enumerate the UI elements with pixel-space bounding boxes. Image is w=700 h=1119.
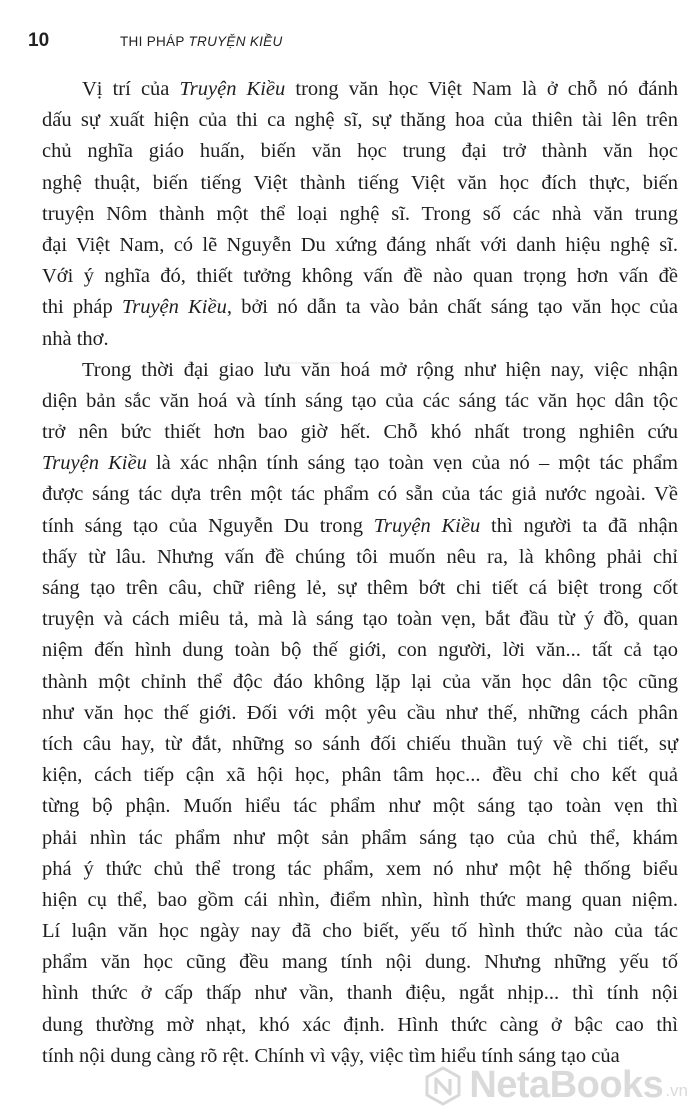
netabooks-n-logo-icon bbox=[423, 1066, 463, 1106]
text-line bbox=[42, 916, 678, 947]
text-run: thi pháp bbox=[42, 296, 122, 319]
text-line bbox=[42, 698, 678, 729]
text-run: kiện, cách tiếp cận xã hội học, phân tâm học... đều chỉ cho kết quả bbox=[42, 764, 678, 787]
text-line bbox=[42, 604, 678, 635]
text-run: như văn học thế giới. Đối với một yêu cầu như thế, những cách phân bbox=[42, 701, 678, 724]
text-run: Lí luận văn học ngày nay đã cho biết, yếu tố hình thức nào của tác bbox=[42, 920, 678, 943]
text-line bbox=[42, 511, 678, 542]
paragraph bbox=[42, 355, 678, 1072]
text-run: thấy từ lâu. Nhưng vấn đề chúng tôi muốn nêu ra, là không phải chỉ bbox=[42, 545, 678, 568]
text-line bbox=[42, 386, 678, 417]
text-run: Với ý nghĩa đó, thiết tưởng không vấn đề nào quan trọng hơn vấn đề bbox=[42, 265, 678, 288]
text-line bbox=[42, 74, 678, 105]
text-line bbox=[42, 292, 678, 323]
text-run: tính nội dung càng rõ rệt. Chính vì vậy, việc tìm hiểu tính sáng tạo của bbox=[42, 1044, 620, 1067]
watermark-text: NetaBooks bbox=[469, 1064, 664, 1106]
text-line bbox=[42, 729, 678, 760]
paragraph bbox=[42, 74, 678, 355]
text-run: phẩm văn học cũng đều mang tính nội dung. Nhưng những yếu tố bbox=[42, 951, 678, 974]
text-line bbox=[42, 823, 678, 854]
text-run: niệm đến hình dung toàn bộ thế giới, con người, lời văn... tất cả tạo bbox=[42, 639, 678, 662]
text-line bbox=[42, 667, 678, 698]
text-line bbox=[42, 261, 678, 292]
body-text bbox=[42, 74, 678, 1072]
text-run: Trong thời đại giao lưu văn hoá mở rộng như hiện nay, việc nhận bbox=[82, 358, 678, 381]
text-line bbox=[42, 760, 678, 791]
text-run: phá ý thức chủ thể trong tác phẩm, xem nó như một hệ thống biểu bbox=[42, 857, 678, 880]
watermark bbox=[423, 1064, 688, 1107]
text-run: hình thức ở cấp thấp như vần, thanh điệu, ngắt nhịp... thì tính nội bbox=[42, 982, 678, 1005]
text-run: dấu sự xuất hiện của thi ca nghệ sĩ, sự thăng hoa của thiên tài lên trên bbox=[42, 109, 678, 132]
text-line bbox=[42, 199, 678, 230]
text-run: hiện cụ thể, bao gồm cái nhìn, điểm nhìn, hình thức mang quan niệm. bbox=[42, 888, 678, 911]
text-line bbox=[42, 573, 678, 604]
watermark-suffix: .vn bbox=[665, 1081, 688, 1100]
text-run: trở nên bức thiết hơn bao giờ hết. Chỗ khó nhất trong nghiên cứu bbox=[42, 421, 678, 444]
text-run: diện bản sắc văn hoá và tính sáng tạo của các sáng tác văn học dân tộc bbox=[42, 389, 678, 412]
text-run: chủ nghĩa giáo huấn, biến văn học trung đại trở thành văn học bbox=[42, 140, 678, 163]
text-run: truyện và cách miêu tả, mà là sáng tạo toàn vẹn, bắt đầu từ ý đồ, quan bbox=[42, 608, 678, 631]
text-run: đại Việt Nam, có lẽ Nguyễn Du xứng đáng nhất với danh hiệu nghệ sĩ. bbox=[42, 233, 678, 256]
text-run: tích câu hay, từ đắt, những so sánh đối chiếu thuần tuý về chi tiết, sự bbox=[42, 732, 678, 755]
text-line bbox=[42, 635, 678, 666]
text-run: , bởi nó dẫn ta vào bản chất sáng tạo văn học của bbox=[226, 296, 678, 319]
running-title-italic: TRUYỆN KIỀU bbox=[188, 34, 283, 49]
text-line bbox=[42, 854, 678, 885]
page-header bbox=[28, 30, 680, 56]
text-run: phải nhìn tác phẩm như một sản phẩm sáng tạo của chủ thể, khám bbox=[42, 826, 678, 849]
text-run: Vị trí của bbox=[82, 78, 180, 100]
running-title bbox=[120, 34, 283, 49]
running-title-prefix: THI PHÁP bbox=[120, 34, 189, 49]
text-line bbox=[42, 105, 678, 136]
text-run: trong văn học Việt Nam là ở chỗ nó đánh bbox=[285, 78, 678, 100]
text-line bbox=[42, 448, 678, 479]
text-run: thì người ta đã nhận bbox=[480, 514, 678, 537]
italic-title-text: Truyện Kiều bbox=[179, 78, 286, 100]
italic-title-text: Truyện Kiều bbox=[373, 514, 481, 537]
text-run: tính sáng tạo của Nguyễn Du trong bbox=[42, 514, 374, 537]
text-run: nhà thơ. bbox=[42, 327, 109, 350]
text-line bbox=[42, 417, 678, 448]
text-run: được sáng tác dựa trên một tác phẩm có sẵn của tác giả nước ngoài. Về bbox=[42, 483, 678, 506]
text-line bbox=[42, 355, 678, 386]
text-line bbox=[42, 479, 678, 510]
text-line bbox=[42, 542, 678, 573]
text-run: là xác nhận tính sáng tạo toàn vẹn của nó – một tác phẩm bbox=[146, 452, 678, 475]
text-line bbox=[42, 947, 678, 978]
page-number: 10 bbox=[28, 30, 50, 51]
text-line bbox=[42, 168, 678, 199]
text-run: truyện Nôm thành một thể loại nghệ sĩ. Trong số các nhà văn trung bbox=[42, 202, 678, 225]
text-line bbox=[42, 136, 678, 167]
text-run: từng bộ phận. Muốn hiểu tác phẩm như một sáng tạo toàn vẹn thì bbox=[42, 795, 678, 818]
text-line bbox=[42, 885, 678, 916]
text-line bbox=[42, 791, 678, 822]
italic-title-text: Truyện Kiều bbox=[42, 452, 147, 475]
text-run: dung thường mờ nhạt, khó xác định. Hình thức càng ở bậc cao thì bbox=[42, 1013, 678, 1036]
text-run: sáng tạo trên câu, chữ riêng lẻ, sự thêm bớt chi tiết cá biệt trong cốt bbox=[42, 577, 678, 599]
text-line bbox=[42, 978, 678, 1009]
text-run: nghệ thuật, biến tiếng Việt thành tiếng Việt văn học đích thực, biến bbox=[42, 171, 678, 194]
text-line bbox=[42, 230, 678, 261]
text-line bbox=[42, 1010, 678, 1041]
italic-title-text: Truyện Kiều bbox=[121, 296, 227, 319]
text-line bbox=[42, 324, 678, 355]
text-run: thành một chỉnh thể độc đáo không lặp lại của văn học dân tộc cũng bbox=[42, 670, 678, 693]
